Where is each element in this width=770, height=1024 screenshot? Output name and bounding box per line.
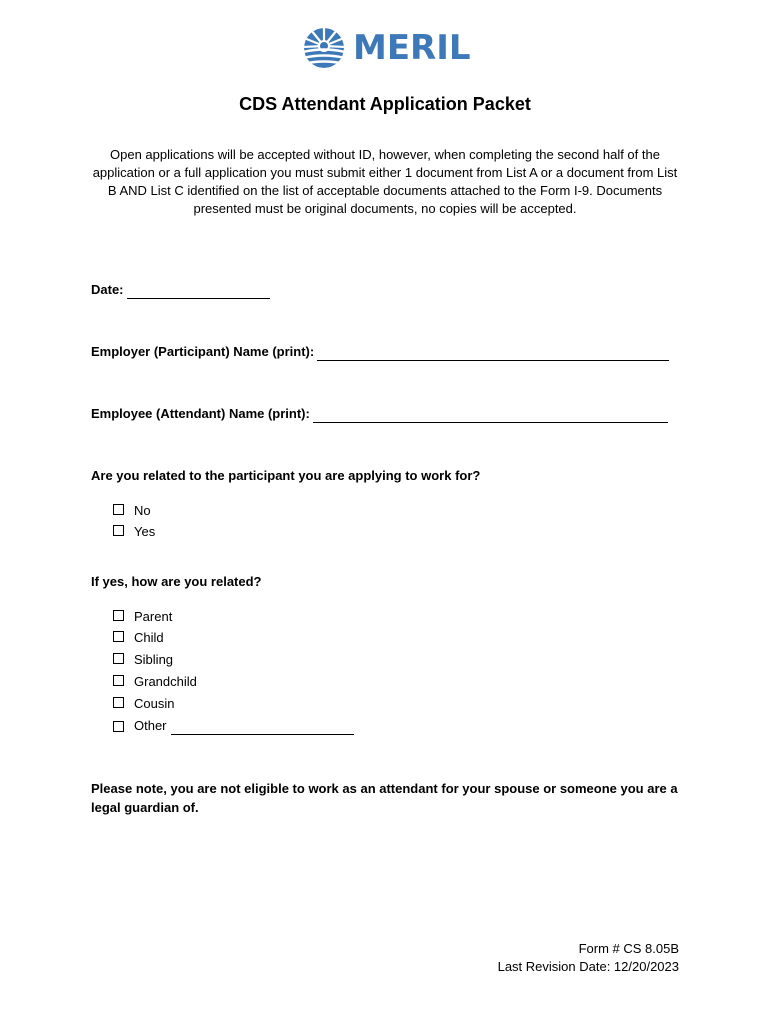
option-label: Grandchild (134, 674, 197, 689)
checkbox[interactable] (113, 631, 124, 642)
relation-question: If yes, how are you related? (91, 574, 262, 589)
option-label: Sibling (134, 652, 174, 667)
checkbox[interactable] (113, 697, 124, 708)
date-input-line[interactable] (127, 284, 270, 299)
relation-option-parent[interactable] (113, 608, 172, 626)
form-number: Form # CS 8.05B (578, 941, 679, 956)
relation-option-child[interactable] (113, 629, 164, 647)
employee-name-field (91, 405, 668, 423)
employer-name-input-line[interactable] (317, 346, 669, 361)
intro-paragraph: Open applications will be accepted without ID, however, when completing the second half of the application or a full application you must submit either 1 document from List A or a document from List B AND List C identified on the list of acceptable documents attached to the Form I-9. Documents presented must be original documents, no copies will be accepted. (92, 147, 678, 216)
option-label: Child (134, 630, 164, 645)
form-footer (498, 940, 679, 976)
relation-option-sibling[interactable] (113, 651, 173, 669)
related-question: Are you related to the participant you are applying to work for? (91, 468, 481, 483)
relation-option-other[interactable] (113, 717, 354, 735)
date-field (91, 281, 270, 299)
option-label: No (134, 503, 151, 518)
relation-option-cousin[interactable] (113, 695, 174, 713)
relation-option-grandchild[interactable] (113, 673, 197, 691)
sun-logo-icon (303, 27, 345, 69)
meril-logo (303, 27, 471, 69)
checkbox[interactable] (113, 675, 124, 686)
checkbox[interactable] (113, 653, 124, 664)
revision-date: Last Revision Date: 12/20/2023 (497, 959, 679, 974)
page-title: CDS Attendant Application Packet (239, 94, 531, 114)
related-option-yes[interactable] (113, 523, 155, 541)
checkbox[interactable] (113, 525, 124, 536)
employer-name-label: Employer (Participant) Name (print): (91, 344, 315, 359)
employee-name-label: Employee (Attendant) Name (print): (91, 406, 310, 421)
option-label: Parent (134, 609, 173, 624)
employee-name-input-line[interactable] (313, 408, 668, 423)
employer-name-field (91, 343, 669, 361)
option-label: Cousin (134, 696, 175, 711)
logo-wordmark: MERIL (353, 28, 471, 68)
option-label: Yes (134, 524, 156, 539)
checkbox[interactable] (113, 504, 124, 515)
date-label: Date: (91, 282, 124, 297)
other-input-line[interactable] (171, 720, 354, 735)
option-label: Other (134, 718, 167, 733)
eligibility-note: Please note, you are not eligible to work as an attendant for your spouse or someone you are a legal guardian of. (91, 781, 678, 815)
checkbox[interactable] (113, 721, 124, 732)
checkbox[interactable] (113, 610, 124, 621)
related-option-no[interactable] (113, 502, 151, 520)
